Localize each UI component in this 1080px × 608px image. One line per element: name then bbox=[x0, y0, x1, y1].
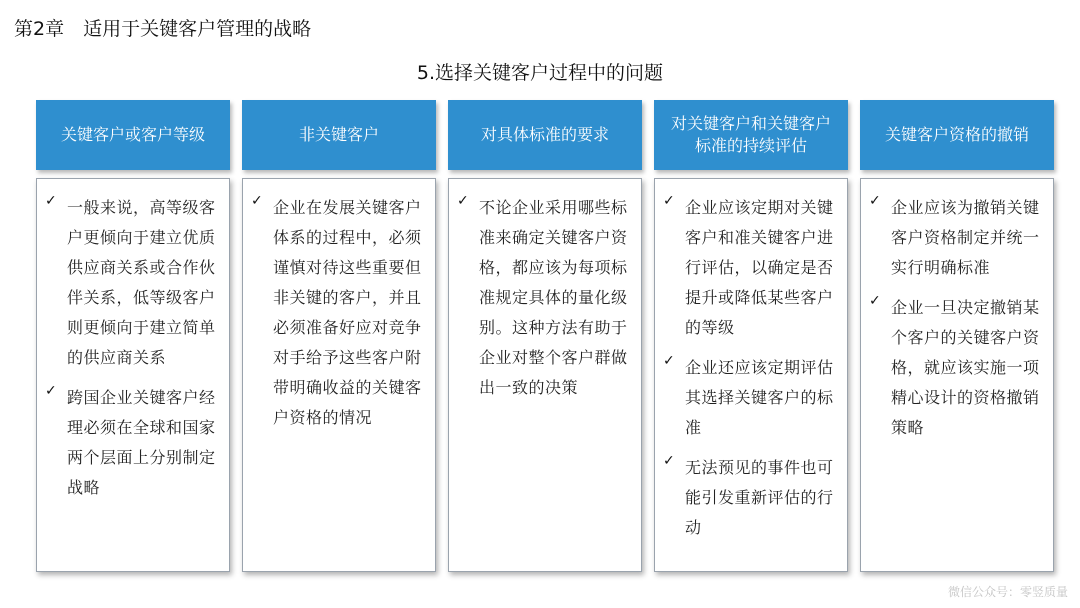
list-item bbox=[251, 193, 425, 433]
list-item-text: 无法预见的事件也可能引发重新评估的行动 bbox=[685, 458, 834, 537]
list-item bbox=[663, 353, 837, 443]
column-key-customer-tiers bbox=[36, 100, 230, 572]
chapter-title: 第2章 适用于关键客户管理的战略 bbox=[14, 18, 312, 40]
column-header bbox=[860, 100, 1054, 170]
list-item-text: 企业应该为撤销关键客户资格制定并统一实行明确标准 bbox=[891, 198, 1040, 277]
column-body bbox=[860, 178, 1054, 572]
watermark: 微信公众号：零竖质量 bbox=[947, 585, 1068, 599]
check-icon: ✓ bbox=[663, 353, 675, 369]
check-icon: ✓ bbox=[251, 193, 263, 209]
check-icon: ✓ bbox=[663, 193, 675, 209]
list-item bbox=[663, 193, 837, 343]
list-item-text: 不论企业采用哪些标准来确定关键客户资格，都应该为每项标准规定具体的量化级别。这种方法有助于企业对整个客户群做出一致的决策 bbox=[479, 198, 628, 397]
list-item bbox=[457, 193, 631, 403]
list-item-text: 企业在发展关键客户体系的过程中，必须谨慎对待这些重要但非关键的客户，并且必须准备好应对竞争对手给予这些客户附带明确收益的关键客户资格的情况 bbox=[273, 198, 422, 427]
list-item-text: 企业应该定期对关键客户和准关键客户进行评估，以确定是否提升或降低某些客户的等级 bbox=[685, 198, 834, 337]
check-icon: ✓ bbox=[457, 193, 469, 209]
check-icon: ✓ bbox=[869, 293, 881, 309]
column-criteria-requirements bbox=[448, 100, 642, 572]
list-item bbox=[45, 193, 219, 373]
columns-container bbox=[36, 100, 1054, 572]
column-body bbox=[242, 178, 436, 572]
list-item-text: 企业一旦决定撤销某个客户的关键客户资格，就应该实施一项精心设计的资格撤销策略 bbox=[891, 298, 1040, 437]
list-item bbox=[663, 453, 837, 543]
check-icon: ✓ bbox=[869, 193, 881, 209]
column-revocation bbox=[860, 100, 1054, 572]
list-item bbox=[869, 293, 1043, 443]
column-header-label: 关键客户或客户等级 bbox=[60, 125, 205, 144]
check-icon: ✓ bbox=[45, 383, 57, 399]
column-body bbox=[654, 178, 848, 572]
column-body bbox=[448, 178, 642, 572]
list-item-text: 企业还应该定期评估其选择关键客户的标准 bbox=[685, 358, 834, 437]
column-continuous-evaluation bbox=[654, 100, 848, 572]
section-title: 5.选择关键客户过程中的问题 bbox=[416, 62, 664, 84]
column-header bbox=[242, 100, 436, 170]
column-header-label: 对关键客户和关键客户 标准的持续评估 bbox=[670, 114, 831, 155]
list-item bbox=[869, 193, 1043, 283]
column-header-label: 非关键客户 bbox=[298, 125, 379, 144]
column-header bbox=[448, 100, 642, 170]
column-header-label: 关键客户资格的撤销 bbox=[884, 125, 1029, 144]
list-item-text: 跨国企业关键客户经理必须在全球和国家两个层面上分别制定战略 bbox=[67, 388, 216, 497]
column-body bbox=[36, 178, 230, 572]
check-icon: ✓ bbox=[663, 453, 675, 469]
column-header-label: 对具体标准的要求 bbox=[480, 125, 609, 144]
column-header bbox=[36, 100, 230, 170]
column-non-key-customers bbox=[242, 100, 436, 572]
column-header bbox=[654, 100, 848, 170]
check-icon: ✓ bbox=[45, 193, 57, 209]
list-item-text: 一般来说，高等级客户更倾向于建立优质供应商关系或合作伙伴关系，低等级客户则更倾向于建立简单的供应商关系 bbox=[67, 198, 216, 367]
list-item bbox=[45, 383, 219, 503]
